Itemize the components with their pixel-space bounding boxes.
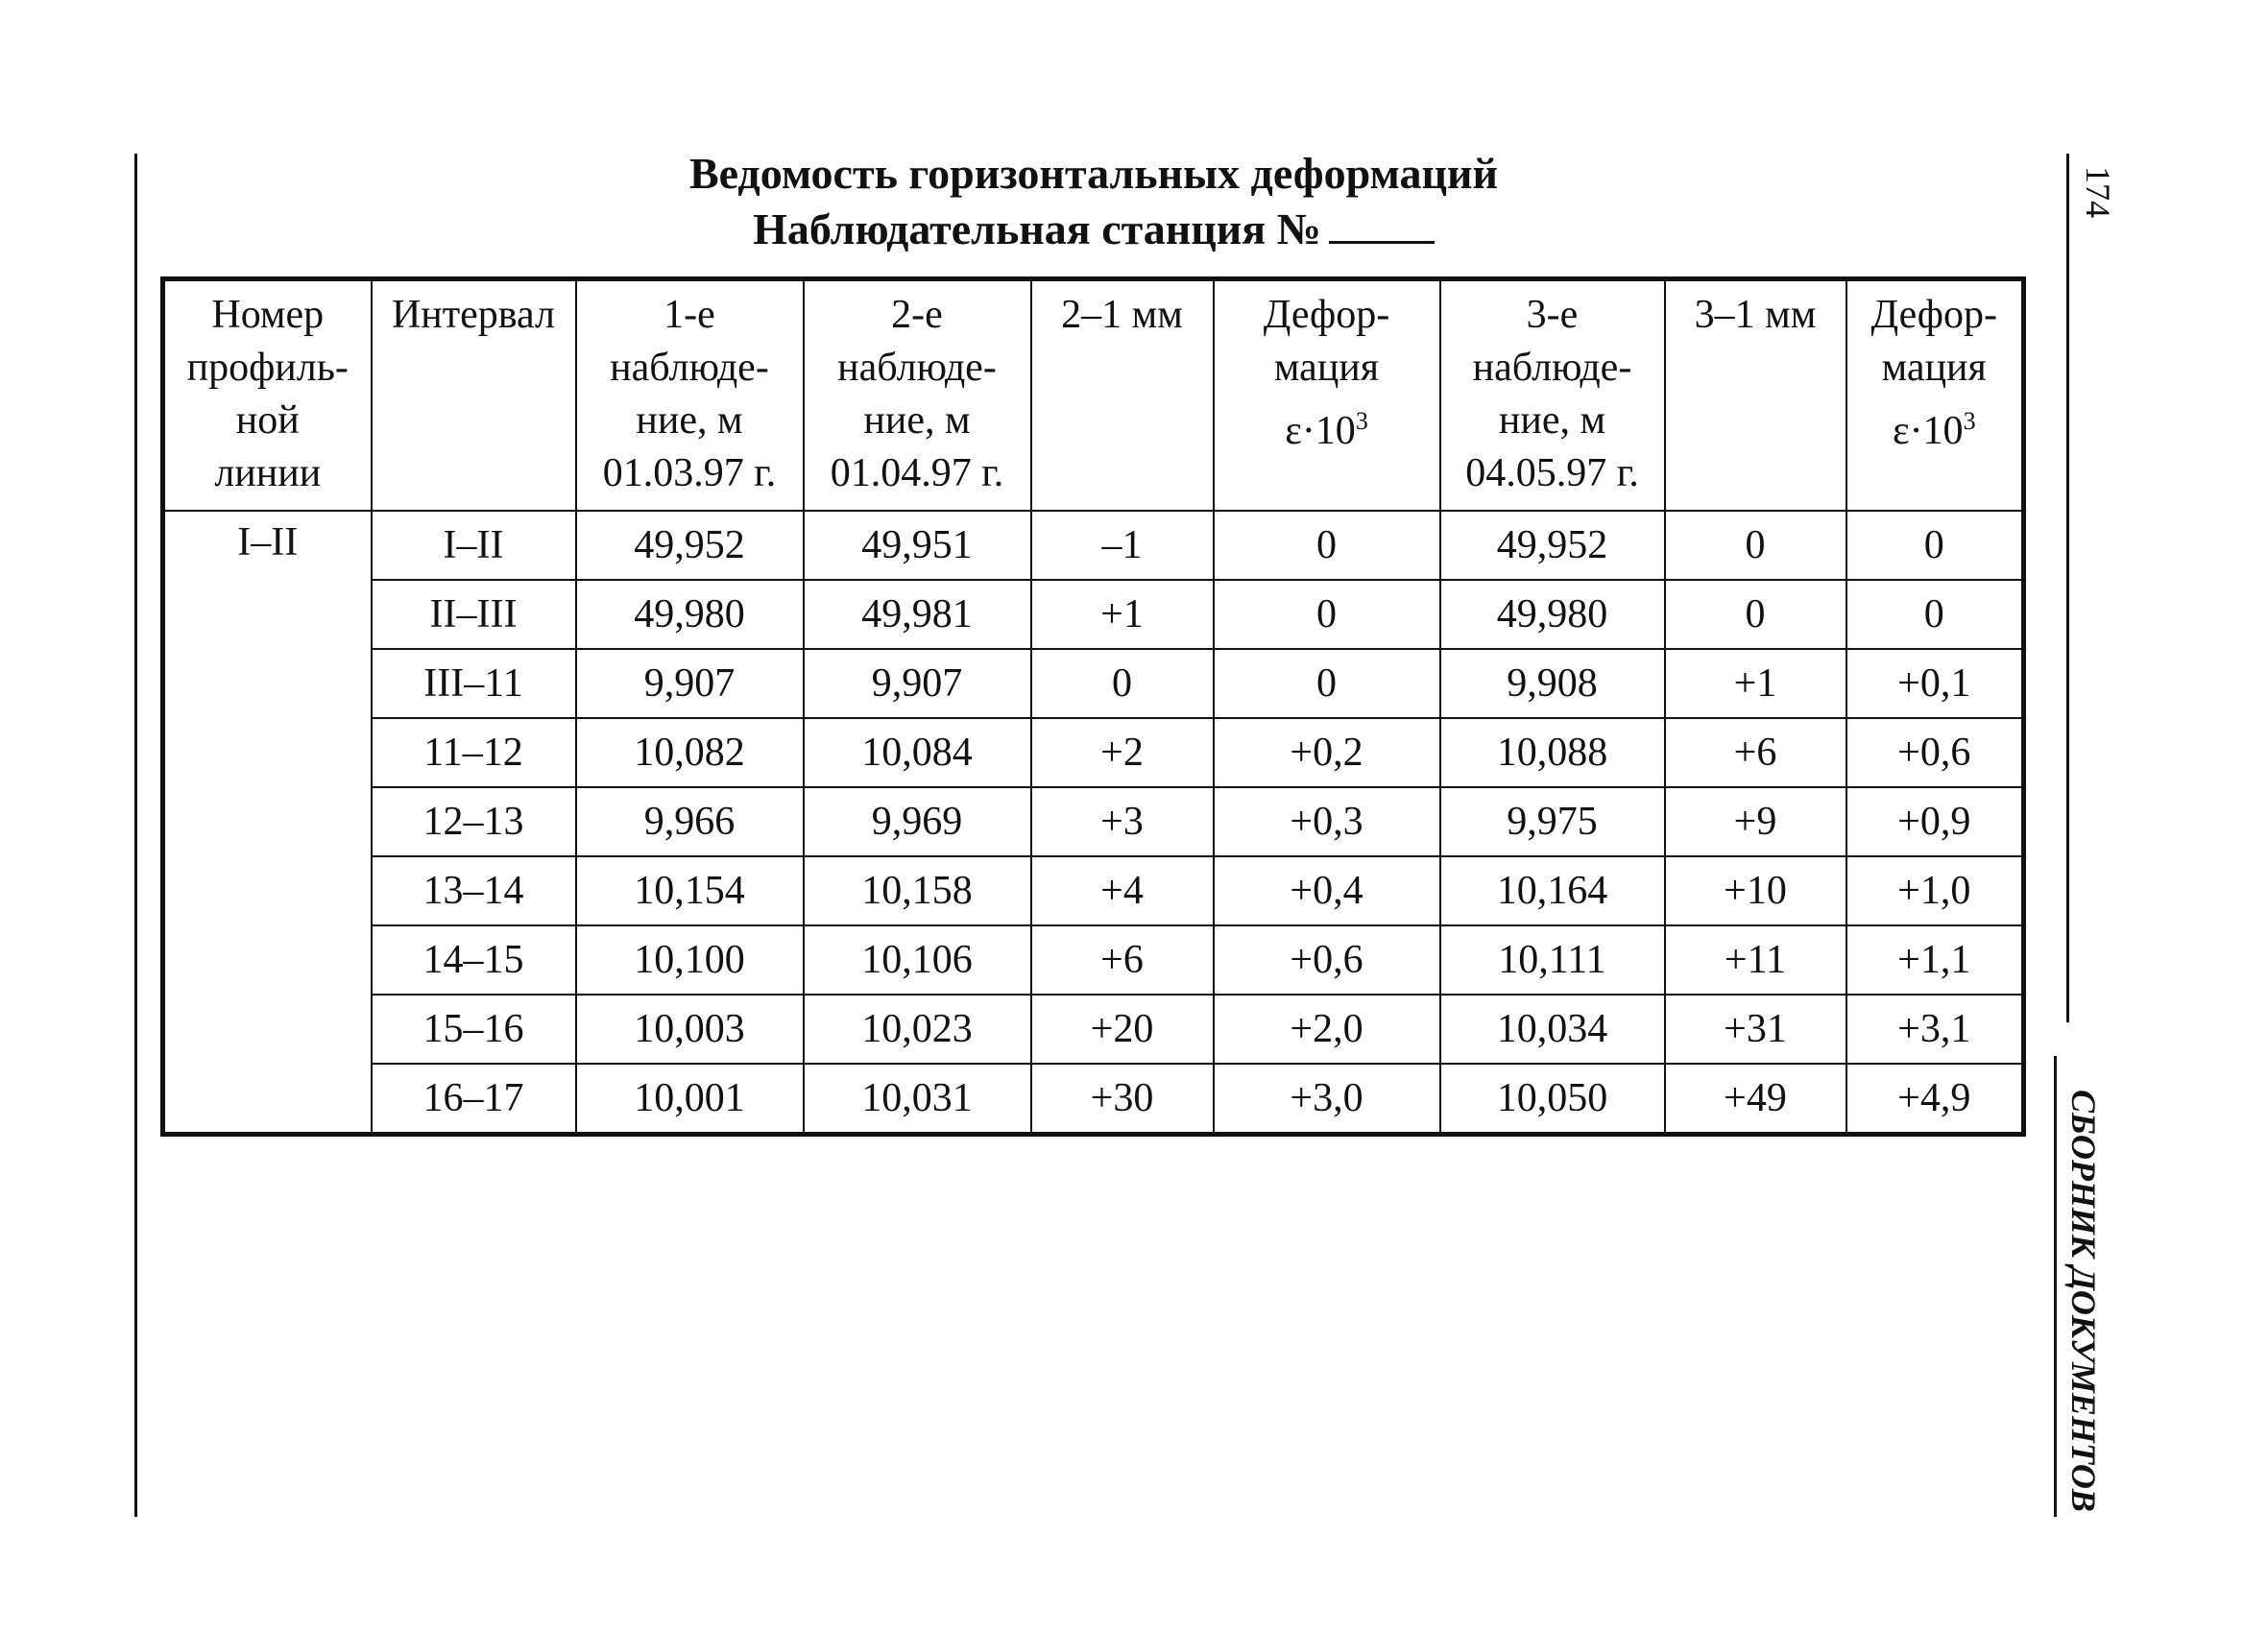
running-title-text: СБОРНИК ДОКУМЕНТОВ bbox=[2064, 1090, 2103, 1512]
cell-diff-2-1: +4 bbox=[1031, 856, 1214, 925]
cell-observation-3: 10,088 bbox=[1440, 718, 1665, 787]
header-line: наблюде- bbox=[837, 346, 997, 390]
title-station-label: Наблюдательная станция № bbox=[753, 204, 1321, 253]
cell-diff-2-1: +2 bbox=[1031, 718, 1214, 787]
cell-interval: 11–12 bbox=[372, 718, 576, 787]
cell-observation-2: 10,158 bbox=[804, 856, 1031, 925]
table-row bbox=[163, 649, 2024, 718]
cell-interval: 13–14 bbox=[372, 856, 576, 925]
header-line: 2–1 мм bbox=[1061, 293, 1183, 337]
left-margin-rule bbox=[134, 154, 137, 1517]
header-line: 01.04.97 г. bbox=[830, 451, 1004, 495]
cell-observation-3: 10,111 bbox=[1440, 925, 1665, 995]
cell-observation-1: 10,100 bbox=[576, 925, 804, 995]
cell-interval: III–11 bbox=[372, 649, 576, 718]
cell-diff-3-1: 0 bbox=[1665, 511, 1846, 580]
header-line: ние, м bbox=[1498, 398, 1606, 443]
cell-observation-2: 49,981 bbox=[804, 580, 1031, 649]
cell-observation-3: 10,050 bbox=[1440, 1064, 1665, 1135]
cell-deformation-3: 0 bbox=[1846, 580, 2024, 649]
header-observation-3 bbox=[1440, 279, 1665, 512]
cell-interval: I–II bbox=[372, 511, 576, 580]
header-line: Дефор- bbox=[1263, 293, 1390, 337]
header-deformation-2 bbox=[1214, 279, 1440, 512]
cell-diff-2-1: +20 bbox=[1031, 995, 1214, 1064]
header-observation-1 bbox=[576, 279, 804, 512]
cell-profile-line: I–II bbox=[163, 511, 372, 1135]
cell-observation-3: 49,952 bbox=[1440, 511, 1665, 580]
header-line: ной bbox=[235, 398, 300, 443]
cell-interval: 15–16 bbox=[372, 995, 576, 1064]
table-row bbox=[163, 1064, 2024, 1135]
cell-diff-3-1: +10 bbox=[1665, 856, 1846, 925]
header-line: наблюде- bbox=[610, 346, 769, 390]
right-margin-rule-top bbox=[2066, 154, 2069, 1022]
exponent: 3 bbox=[1963, 407, 1976, 435]
header-line: Номер bbox=[211, 293, 325, 337]
cell-diff-3-1: +49 bbox=[1665, 1064, 1846, 1135]
station-number-blank bbox=[1329, 206, 1435, 244]
cell-deformation-2: 0 bbox=[1214, 580, 1440, 649]
cell-observation-2: 10,023 bbox=[804, 995, 1031, 1064]
deformation-table bbox=[160, 276, 2026, 1137]
cell-observation-3: 9,908 bbox=[1440, 649, 1665, 718]
cell-observation-1: 49,952 bbox=[576, 511, 804, 580]
table-row bbox=[163, 718, 2024, 787]
cell-deformation-2: +0,2 bbox=[1214, 718, 1440, 787]
header-line: Интервал bbox=[391, 293, 556, 337]
header-observation-2 bbox=[804, 279, 1031, 512]
cell-observation-3: 49,980 bbox=[1440, 580, 1665, 649]
header-line: мация bbox=[1881, 346, 1987, 390]
cell-observation-1: 10,154 bbox=[576, 856, 804, 925]
cell-observation-1: 10,082 bbox=[576, 718, 804, 787]
header-interval bbox=[372, 279, 576, 512]
cell-deformation-2: 0 bbox=[1214, 649, 1440, 718]
cell-deformation-3: +3,1 bbox=[1846, 995, 2024, 1064]
cell-interval: II–III bbox=[372, 580, 576, 649]
cell-deformation-2: +3,0 bbox=[1214, 1064, 1440, 1135]
cell-diff-3-1: +11 bbox=[1665, 925, 1846, 995]
cell-deformation-3: +0,6 bbox=[1846, 718, 2024, 787]
table-row bbox=[163, 995, 2024, 1064]
table-row bbox=[163, 787, 2024, 856]
table-row bbox=[163, 580, 2024, 649]
cell-deformation-3: 0 bbox=[1846, 511, 2024, 580]
cell-observation-3: 9,975 bbox=[1440, 787, 1665, 856]
cell-diff-2-1: +3 bbox=[1031, 787, 1214, 856]
cell-deformation-3: +0,1 bbox=[1846, 649, 2024, 718]
header-line: наблюде- bbox=[1472, 346, 1632, 390]
cell-observation-1: 9,966 bbox=[576, 787, 804, 856]
header-line: профиль- bbox=[186, 346, 349, 390]
header-line: Дефор- bbox=[1870, 293, 1998, 337]
cell-observation-2: 10,084 bbox=[804, 718, 1031, 787]
header-line: 2-е bbox=[891, 293, 943, 337]
cell-diff-3-1: 0 bbox=[1665, 580, 1846, 649]
table-row bbox=[163, 925, 2024, 995]
table-header-row bbox=[163, 279, 2024, 512]
cell-observation-2: 10,106 bbox=[804, 925, 1031, 995]
header-line: 01.03.97 г. bbox=[602, 451, 777, 495]
page-number bbox=[2069, 154, 2127, 230]
cell-deformation-2: 0 bbox=[1214, 511, 1440, 580]
header-line: 04.05.97 г. bbox=[1465, 451, 1639, 495]
table-row bbox=[163, 511, 2024, 580]
cell-observation-1: 10,003 bbox=[576, 995, 804, 1064]
header-line: 3–1 мм bbox=[1694, 293, 1817, 337]
table-body bbox=[163, 511, 2024, 1135]
cell-deformation-2: +0,6 bbox=[1214, 925, 1440, 995]
header-line: 3-е bbox=[1526, 293, 1579, 337]
cell-observation-2: 10,031 bbox=[804, 1064, 1031, 1135]
cell-interval: 12–13 bbox=[372, 787, 576, 856]
header-line: ε·10 bbox=[1892, 409, 1964, 453]
title-line-2 bbox=[161, 202, 2026, 257]
header-line: ε·10 bbox=[1285, 409, 1356, 453]
cell-deformation-3: +1,1 bbox=[1846, 925, 2024, 995]
cell-deformation-2: +0,3 bbox=[1214, 787, 1440, 856]
cell-diff-2-1: +30 bbox=[1031, 1064, 1214, 1135]
cell-diff-2-1: +6 bbox=[1031, 925, 1214, 995]
cell-diff-2-1: +1 bbox=[1031, 580, 1214, 649]
header-line: линии bbox=[214, 451, 322, 495]
cell-deformation-3: +1,0 bbox=[1846, 856, 2024, 925]
header-line: ние, м bbox=[863, 398, 971, 443]
page-number-text: 174 bbox=[2079, 166, 2117, 218]
cell-diff-2-1: –1 bbox=[1031, 511, 1214, 580]
cell-observation-1: 49,980 bbox=[576, 580, 804, 649]
cell-interval: 14–15 bbox=[372, 925, 576, 995]
table-row bbox=[163, 856, 2024, 925]
document-title bbox=[161, 146, 2026, 257]
cell-observation-3: 10,164 bbox=[1440, 856, 1665, 925]
cell-observation-2: 9,907 bbox=[804, 649, 1031, 718]
header-profile-line bbox=[163, 279, 372, 512]
cell-interval: 16–17 bbox=[372, 1064, 576, 1135]
cell-deformation-3: +0,9 bbox=[1846, 787, 2024, 856]
cell-observation-2: 9,969 bbox=[804, 787, 1031, 856]
running-title bbox=[2055, 1090, 2112, 1512]
title-line-1: Ведомость горизонтальных деформаций bbox=[688, 149, 1499, 198]
cell-observation-2: 49,951 bbox=[804, 511, 1031, 580]
header-line: мация bbox=[1273, 346, 1380, 390]
header-diff-3-1 bbox=[1665, 279, 1846, 512]
cell-diff-3-1: +6 bbox=[1665, 718, 1846, 787]
header-diff-2-1 bbox=[1031, 279, 1214, 512]
header-deformation-3 bbox=[1846, 279, 2024, 512]
cell-deformation-2: +0,4 bbox=[1214, 856, 1440, 925]
cell-observation-1: 10,001 bbox=[576, 1064, 804, 1135]
header-line: 1-е bbox=[664, 293, 715, 337]
cell-observation-3: 10,034 bbox=[1440, 995, 1665, 1064]
exponent: 3 bbox=[1355, 407, 1368, 435]
cell-diff-3-1: +31 bbox=[1665, 995, 1846, 1064]
cell-deformation-3: +4,9 bbox=[1846, 1064, 2024, 1135]
cell-diff-3-1: +9 bbox=[1665, 787, 1846, 856]
cell-deformation-2: +2,0 bbox=[1214, 995, 1440, 1064]
header-line: ние, м bbox=[636, 398, 743, 443]
cell-diff-3-1: +1 bbox=[1665, 649, 1846, 718]
cell-diff-2-1: 0 bbox=[1031, 649, 1214, 718]
cell-observation-1: 9,907 bbox=[576, 649, 804, 718]
